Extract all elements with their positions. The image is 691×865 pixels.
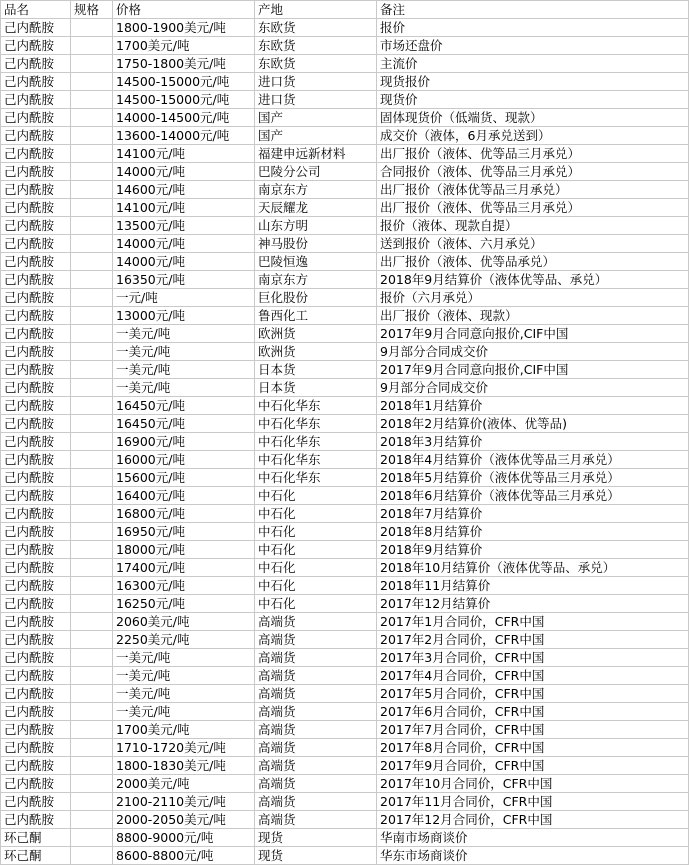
spec-cell xyxy=(71,757,113,775)
table-row xyxy=(1,379,689,397)
spec-cell xyxy=(71,721,113,739)
table-row xyxy=(1,721,689,739)
origin-cell: 东欧货 xyxy=(255,19,377,37)
origin-cell: 高端货 xyxy=(255,667,377,685)
product-name-cell: 己内酰胺 xyxy=(1,811,71,829)
origin-cell: 巴陵分公司 xyxy=(255,163,377,181)
remark-cell: 报价（液体、现款自提） xyxy=(377,217,689,235)
product-name-cell: 己内酰胺 xyxy=(1,361,71,379)
origin-cell: 中石化华东 xyxy=(255,415,377,433)
origin-cell: 中石化华东 xyxy=(255,451,377,469)
remark-cell: 2018年3月结算价 xyxy=(377,433,689,451)
origin-cell: 巴陵恒逸 xyxy=(255,253,377,271)
price-cell: 1700美元/吨 xyxy=(113,37,255,55)
origin-cell: 现货 xyxy=(255,847,377,865)
remark-cell: 报价（六月承兑） xyxy=(377,289,689,307)
price-cell: 2250美元/吨 xyxy=(113,631,255,649)
origin-cell: 天辰耀龙 xyxy=(255,199,377,217)
table-row xyxy=(1,271,689,289)
origin-cell: 进口货 xyxy=(255,73,377,91)
product-name-cell: 己内酰胺 xyxy=(1,595,71,613)
product-name-cell: 己内酰胺 xyxy=(1,19,71,37)
table-row xyxy=(1,685,689,703)
spec-cell xyxy=(71,109,113,127)
remark-cell: 主流价 xyxy=(377,55,689,73)
product-name-cell: 己内酰胺 xyxy=(1,109,71,127)
spec-cell xyxy=(71,775,113,793)
price-cell: 13000元/吨 xyxy=(113,307,255,325)
remark-cell: 现货报价 xyxy=(377,73,689,91)
spec-cell xyxy=(71,613,113,631)
product-name-cell: 己内酰胺 xyxy=(1,505,71,523)
spec-cell xyxy=(71,847,113,865)
product-name-cell: 己内酰胺 xyxy=(1,433,71,451)
origin-cell: 中石化 xyxy=(255,541,377,559)
remark-cell: 2018年8月结算价 xyxy=(377,523,689,541)
origin-cell: 中石化华东 xyxy=(255,433,377,451)
spec-cell xyxy=(71,199,113,217)
origin-cell: 福建申远新材料 xyxy=(255,145,377,163)
remark-cell: 2017年1月合同价，CFR中国 xyxy=(377,613,689,631)
product-name-cell: 己内酰胺 xyxy=(1,145,71,163)
origin-cell: 高端货 xyxy=(255,649,377,667)
table-row xyxy=(1,793,689,811)
table-row xyxy=(1,325,689,343)
product-name-cell: 己内酰胺 xyxy=(1,559,71,577)
spec-cell xyxy=(71,91,113,109)
price-cell: 一美元/吨 xyxy=(113,703,255,721)
table-row xyxy=(1,235,689,253)
spec-cell xyxy=(71,19,113,37)
price-cell: 17400元/吨 xyxy=(113,559,255,577)
table-row xyxy=(1,829,689,847)
remark-cell: 2017年4月合同价，CFR中国 xyxy=(377,667,689,685)
remark-cell: 出厂报价（液体、优等品三月承兑） xyxy=(377,199,689,217)
table-row xyxy=(1,847,689,865)
spec-cell xyxy=(71,145,113,163)
spec-cell xyxy=(71,307,113,325)
origin-cell: 东欧货 xyxy=(255,55,377,73)
table-row xyxy=(1,649,689,667)
product-name-cell: 己内酰胺 xyxy=(1,73,71,91)
spec-cell xyxy=(71,559,113,577)
spec-cell xyxy=(71,451,113,469)
remark-cell: 固体现货价（低端货、现款） xyxy=(377,109,689,127)
product-name-cell: 己内酰胺 xyxy=(1,325,71,343)
spec-cell xyxy=(71,811,113,829)
table-row xyxy=(1,631,689,649)
spec-cell xyxy=(71,631,113,649)
product-name-cell: 己内酰胺 xyxy=(1,307,71,325)
remark-cell: 2017年5月合同价，CFR中国 xyxy=(377,685,689,703)
spec-cell xyxy=(71,55,113,73)
remark-cell: 2018年11月结算价 xyxy=(377,577,689,595)
spec-cell xyxy=(71,127,113,145)
product-name-cell: 己内酰胺 xyxy=(1,703,71,721)
price-cell: 14600元/吨 xyxy=(113,181,255,199)
price-cell: 一元/吨 xyxy=(113,289,255,307)
spec-cell xyxy=(71,487,113,505)
origin-cell: 神马股份 xyxy=(255,235,377,253)
table-row xyxy=(1,289,689,307)
remark-cell: 2018年7月结算价 xyxy=(377,505,689,523)
price-cell: 1800-1900美元/吨 xyxy=(113,19,255,37)
product-name-cell: 己内酰胺 xyxy=(1,235,71,253)
product-name-cell: 己内酰胺 xyxy=(1,631,71,649)
price-cell: 13600-14000元/吨 xyxy=(113,127,255,145)
origin-cell: 中石化 xyxy=(255,559,377,577)
spec-cell xyxy=(71,289,113,307)
product-name-cell: 己内酰胺 xyxy=(1,379,71,397)
spec-cell xyxy=(71,253,113,271)
table-row xyxy=(1,361,689,379)
spec-cell xyxy=(71,649,113,667)
remark-cell: 2018年2月结算价(液体、优等品) xyxy=(377,415,689,433)
price-cell: 2060美元/吨 xyxy=(113,613,255,631)
spec-cell xyxy=(71,595,113,613)
price-cell: 1750-1800美元/吨 xyxy=(113,55,255,73)
spec-cell xyxy=(71,829,113,847)
product-name-cell: 己内酰胺 xyxy=(1,199,71,217)
table-body xyxy=(1,19,689,865)
product-name-cell: 己内酰胺 xyxy=(1,613,71,631)
price-cell: 一美元/吨 xyxy=(113,667,255,685)
spec-cell xyxy=(71,397,113,415)
table-row xyxy=(1,163,689,181)
table-row xyxy=(1,307,689,325)
origin-cell: 中石化 xyxy=(255,595,377,613)
price-cell: 14100元/吨 xyxy=(113,199,255,217)
origin-cell: 国产 xyxy=(255,109,377,127)
spec-cell xyxy=(71,739,113,757)
spec-cell xyxy=(71,379,113,397)
table-row xyxy=(1,37,689,55)
spec-cell xyxy=(71,505,113,523)
spec-cell xyxy=(71,361,113,379)
remark-cell: 出厂报价（液体优等品三月承兑） xyxy=(377,181,689,199)
origin-cell: 巨化股份 xyxy=(255,289,377,307)
price-cell: 13500元/吨 xyxy=(113,217,255,235)
table-row xyxy=(1,775,689,793)
price-cell: 一美元/吨 xyxy=(113,649,255,667)
remark-cell: 合同报价（液体、优等品三月承兑） xyxy=(377,163,689,181)
origin-cell: 高端货 xyxy=(255,775,377,793)
remark-cell: 9月部分合同成交价 xyxy=(377,379,689,397)
product-name-cell: 己内酰胺 xyxy=(1,127,71,145)
product-name-cell: 己内酰胺 xyxy=(1,55,71,73)
table-row xyxy=(1,577,689,595)
product-name-cell: 己内酰胺 xyxy=(1,415,71,433)
table-row xyxy=(1,343,689,361)
table-row xyxy=(1,55,689,73)
origin-cell: 中石化 xyxy=(255,487,377,505)
origin-cell: 高端货 xyxy=(255,685,377,703)
table-row xyxy=(1,73,689,91)
table-row xyxy=(1,667,689,685)
product-name-cell: 己内酰胺 xyxy=(1,289,71,307)
price-cell: 14500-15000元/吨 xyxy=(113,73,255,91)
header-price: 价格 xyxy=(113,1,255,19)
origin-cell: 鲁西化工 xyxy=(255,307,377,325)
product-name-cell: 己内酰胺 xyxy=(1,469,71,487)
product-name-cell: 己内酰胺 xyxy=(1,793,71,811)
table-row xyxy=(1,109,689,127)
table-row xyxy=(1,757,689,775)
remark-cell: 华东市场商谈价 xyxy=(377,847,689,865)
origin-cell: 高端货 xyxy=(255,793,377,811)
spec-cell xyxy=(71,703,113,721)
price-cell: 14000-14500元/吨 xyxy=(113,109,255,127)
origin-cell: 南京东方 xyxy=(255,181,377,199)
product-name-cell: 己内酰胺 xyxy=(1,163,71,181)
product-name-cell: 己内酰胺 xyxy=(1,775,71,793)
price-cell: 16450元/吨 xyxy=(113,415,255,433)
price-cell: 16300元/吨 xyxy=(113,577,255,595)
table-row xyxy=(1,127,689,145)
origin-cell: 中石化 xyxy=(255,577,377,595)
product-name-cell: 己内酰胺 xyxy=(1,577,71,595)
spec-cell xyxy=(71,415,113,433)
remark-cell: 2018年6月结算价（液体优等品三月承兑） xyxy=(377,487,689,505)
table-row xyxy=(1,505,689,523)
spec-cell xyxy=(71,469,113,487)
header-row xyxy=(1,1,689,19)
table-row xyxy=(1,523,689,541)
origin-cell: 欧洲货 xyxy=(255,343,377,361)
remark-cell: 2017年9月合同价，CFR中国 xyxy=(377,757,689,775)
table-row xyxy=(1,703,689,721)
price-cell: 一美元/吨 xyxy=(113,685,255,703)
remark-cell: 2017年9月合同意向报价,CIF中国 xyxy=(377,361,689,379)
table-row xyxy=(1,91,689,109)
product-name-cell: 己内酰胺 xyxy=(1,91,71,109)
remark-cell: 2017年8月合同价，CFR中国 xyxy=(377,739,689,757)
price-cell: 14100元/吨 xyxy=(113,145,255,163)
price-cell: 16450元/吨 xyxy=(113,397,255,415)
table-row xyxy=(1,19,689,37)
price-cell: 一美元/吨 xyxy=(113,361,255,379)
product-name-cell: 己内酰胺 xyxy=(1,487,71,505)
spec-cell xyxy=(71,343,113,361)
price-cell: 2000-2050美元/吨 xyxy=(113,811,255,829)
product-name-cell: 环己酮 xyxy=(1,847,71,865)
price-cell: 14500-15000元/吨 xyxy=(113,91,255,109)
origin-cell: 高端货 xyxy=(255,721,377,739)
table-row xyxy=(1,217,689,235)
spec-cell xyxy=(71,217,113,235)
remark-cell: 2018年9月结算价（液体优等品、承兑） xyxy=(377,271,689,289)
price-cell: 1800-1830美元/吨 xyxy=(113,757,255,775)
remark-cell: 2018年10月结算价（液体优等品、承兑） xyxy=(377,559,689,577)
table-row xyxy=(1,811,689,829)
origin-cell: 高端货 xyxy=(255,739,377,757)
remark-cell: 成交价（液体，6月承兑送到） xyxy=(377,127,689,145)
product-name-cell: 己内酰胺 xyxy=(1,253,71,271)
price-cell: 16800元/吨 xyxy=(113,505,255,523)
origin-cell: 现货 xyxy=(255,829,377,847)
remark-cell: 2018年4月结算价（液体优等品三月承兑） xyxy=(377,451,689,469)
product-name-cell: 己内酰胺 xyxy=(1,451,71,469)
spec-cell xyxy=(71,667,113,685)
price-cell: 一美元/吨 xyxy=(113,325,255,343)
price-cell: 16000元/吨 xyxy=(113,451,255,469)
origin-cell: 高端货 xyxy=(255,811,377,829)
spec-cell xyxy=(71,541,113,559)
table-row xyxy=(1,253,689,271)
table-row xyxy=(1,595,689,613)
product-name-cell: 己内酰胺 xyxy=(1,541,71,559)
origin-cell: 中石化华东 xyxy=(255,469,377,487)
origin-cell: 山东方明 xyxy=(255,217,377,235)
header-product-name: 品名 xyxy=(1,1,71,19)
price-cell: 14000元/吨 xyxy=(113,235,255,253)
product-name-cell: 己内酰胺 xyxy=(1,757,71,775)
remark-cell: 华南市场商谈价 xyxy=(377,829,689,847)
price-cell: 2000美元/吨 xyxy=(113,775,255,793)
origin-cell: 高端货 xyxy=(255,757,377,775)
spec-cell xyxy=(71,523,113,541)
remark-cell: 报价 xyxy=(377,19,689,37)
origin-cell: 欧洲货 xyxy=(255,325,377,343)
remark-cell: 2017年2月合同价，CFR中国 xyxy=(377,631,689,649)
table-row xyxy=(1,613,689,631)
table-row xyxy=(1,181,689,199)
remark-cell: 2017年11月合同价，CFR中国 xyxy=(377,793,689,811)
price-cell: 1710-1720美元/吨 xyxy=(113,739,255,757)
product-name-cell: 己内酰胺 xyxy=(1,217,71,235)
price-cell: 18000元/吨 xyxy=(113,541,255,559)
remark-cell: 市场还盘价 xyxy=(377,37,689,55)
remark-cell: 2017年9月合同意向报价,CIF中国 xyxy=(377,325,689,343)
spec-cell xyxy=(71,235,113,253)
table-row xyxy=(1,739,689,757)
remark-cell: 2017年12月结算价 xyxy=(377,595,689,613)
origin-cell: 日本货 xyxy=(255,379,377,397)
table-row xyxy=(1,541,689,559)
product-name-cell: 己内酰胺 xyxy=(1,667,71,685)
table-row xyxy=(1,415,689,433)
origin-cell: 南京东方 xyxy=(255,271,377,289)
spec-cell xyxy=(71,793,113,811)
table-row xyxy=(1,451,689,469)
price-cell: 一美元/吨 xyxy=(113,379,255,397)
spec-cell xyxy=(71,433,113,451)
table-row xyxy=(1,469,689,487)
product-name-cell: 己内酰胺 xyxy=(1,181,71,199)
origin-cell: 中石化 xyxy=(255,523,377,541)
spec-cell xyxy=(71,37,113,55)
table-row xyxy=(1,199,689,217)
price-cell: 15600元/吨 xyxy=(113,469,255,487)
origin-cell: 国产 xyxy=(255,127,377,145)
remark-cell: 2018年9月结算价 xyxy=(377,541,689,559)
remark-cell: 出厂报价（液体、现款） xyxy=(377,307,689,325)
price-cell: 2100-2110美元/吨 xyxy=(113,793,255,811)
spec-cell xyxy=(71,181,113,199)
price-cell: 16350元/吨 xyxy=(113,271,255,289)
remark-cell: 2017年10月合同价，CFR中国 xyxy=(377,775,689,793)
remark-cell: 2017年3月合同价，CFR中国 xyxy=(377,649,689,667)
product-name-cell: 己内酰胺 xyxy=(1,397,71,415)
header-origin: 产地 xyxy=(255,1,377,19)
spec-cell xyxy=(71,685,113,703)
origin-cell: 日本货 xyxy=(255,361,377,379)
origin-cell: 高端货 xyxy=(255,703,377,721)
table-row xyxy=(1,145,689,163)
remark-cell: 出厂报价（液体、优等品三月承兑） xyxy=(377,145,689,163)
spec-cell xyxy=(71,577,113,595)
origin-cell: 高端货 xyxy=(255,613,377,631)
price-cell: 16950元/吨 xyxy=(113,523,255,541)
product-name-cell: 己内酰胺 xyxy=(1,37,71,55)
product-name-cell: 己内酰胺 xyxy=(1,343,71,361)
product-name-cell: 环己酮 xyxy=(1,829,71,847)
remark-cell: 9月部分合同成交价 xyxy=(377,343,689,361)
price-cell: 16900元/吨 xyxy=(113,433,255,451)
remark-cell: 2017年7月合同价，CFR中国 xyxy=(377,721,689,739)
price-cell: 16400元/吨 xyxy=(113,487,255,505)
header-spec: 规格 xyxy=(71,1,113,19)
table-row xyxy=(1,559,689,577)
remark-cell: 现货价 xyxy=(377,91,689,109)
price-cell: 一美元/吨 xyxy=(113,343,255,361)
origin-cell: 中石化 xyxy=(255,505,377,523)
table-row xyxy=(1,397,689,415)
price-cell: 14000元/吨 xyxy=(113,163,255,181)
remark-cell: 出厂报价（液体、优等品承兑） xyxy=(377,253,689,271)
product-name-cell: 己内酰胺 xyxy=(1,721,71,739)
price-cell: 16250元/吨 xyxy=(113,595,255,613)
product-name-cell: 己内酰胺 xyxy=(1,739,71,757)
product-name-cell: 己内酰胺 xyxy=(1,649,71,667)
origin-cell: 高端货 xyxy=(255,631,377,649)
price-cell: 8800-9000元/吨 xyxy=(113,829,255,847)
spec-cell xyxy=(71,325,113,343)
price-cell: 8600-8800元/吨 xyxy=(113,847,255,865)
product-name-cell: 己内酰胺 xyxy=(1,523,71,541)
origin-cell: 中石化华东 xyxy=(255,397,377,415)
price-cell: 1700美元/吨 xyxy=(113,721,255,739)
product-name-cell: 己内酰胺 xyxy=(1,271,71,289)
origin-cell: 进口货 xyxy=(255,91,377,109)
table-row xyxy=(1,433,689,451)
spec-cell xyxy=(71,73,113,91)
remark-cell: 送到报价（液体、六月承兑） xyxy=(377,235,689,253)
remark-cell: 2018年5月结算价（液体优等品三月承兑） xyxy=(377,469,689,487)
spec-cell xyxy=(71,271,113,289)
spec-cell xyxy=(71,163,113,181)
product-name-cell: 己内酰胺 xyxy=(1,685,71,703)
remark-cell: 2017年12月合同价，CFR中国 xyxy=(377,811,689,829)
header-remark: 备注 xyxy=(377,1,689,19)
remark-cell: 2017年6月合同价，CFR中国 xyxy=(377,703,689,721)
origin-cell: 东欧货 xyxy=(255,37,377,55)
remark-cell: 2018年1月结算价 xyxy=(377,397,689,415)
price-cell: 14000元/吨 xyxy=(113,253,255,271)
table-row xyxy=(1,487,689,505)
